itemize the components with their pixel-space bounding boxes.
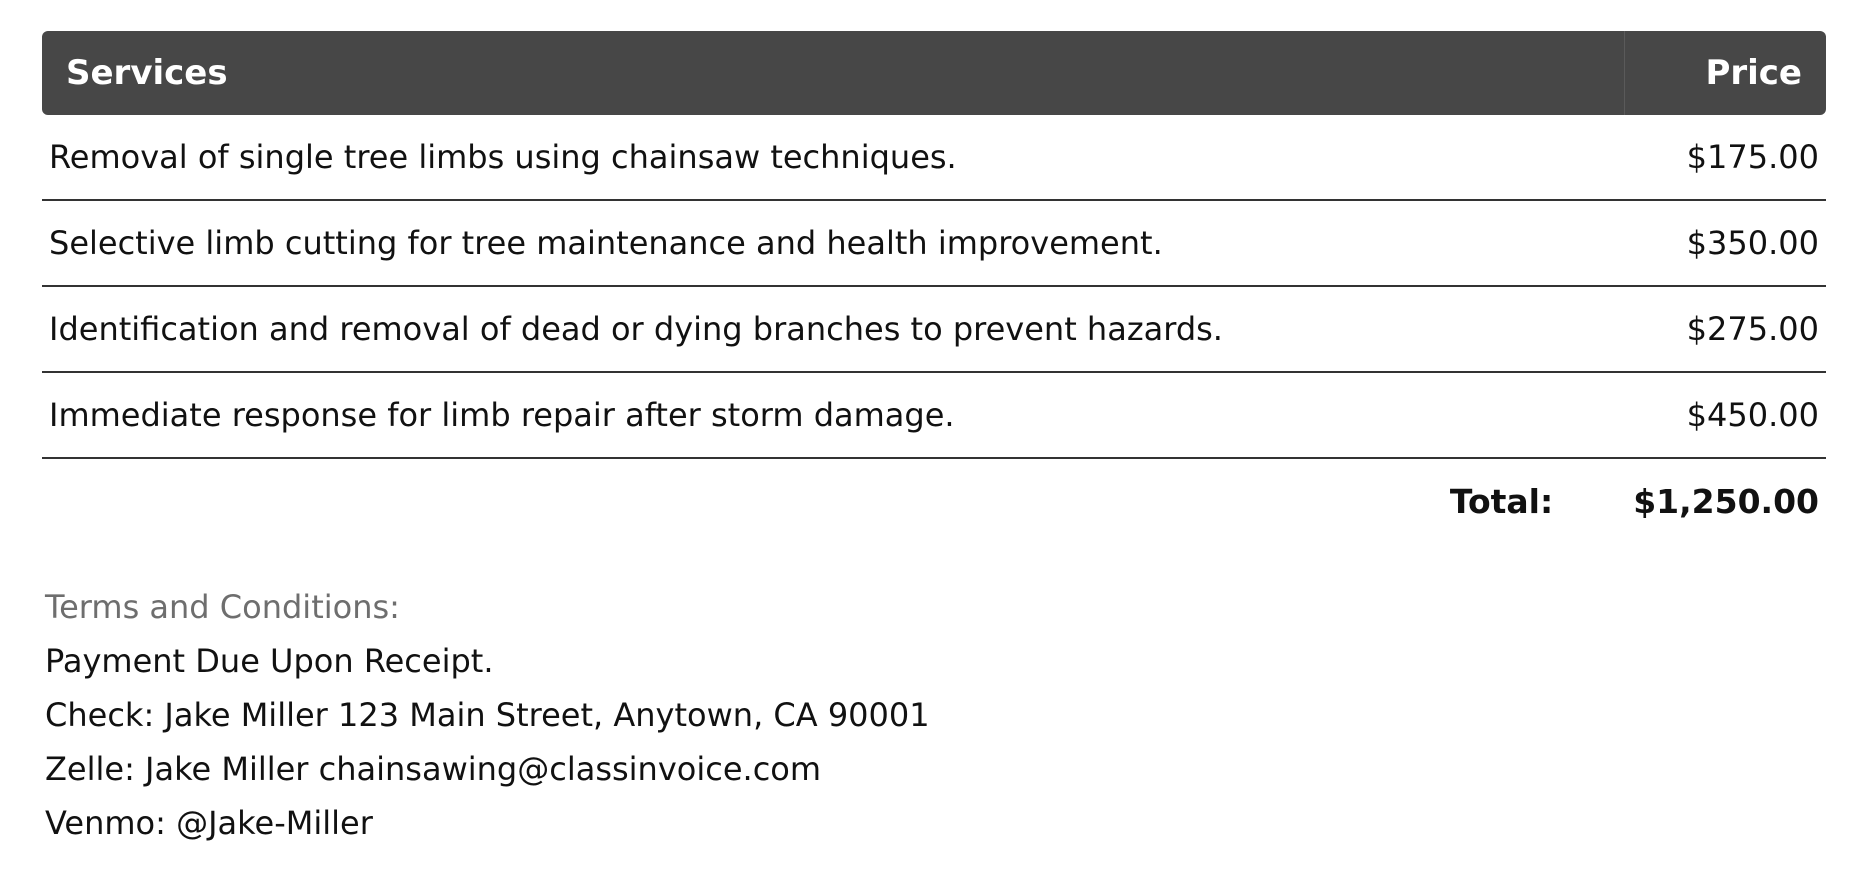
- service-description: Removal of single tree limbs using chainsaw techniques.: [49, 138, 957, 176]
- terms-line-zelle: Zelle: Jake Miller chainsawing@classinvoice.com: [45, 750, 822, 788]
- terms-line-venmo: Venmo: @Jake-Miller: [45, 804, 373, 842]
- terms-line-check: Check: Jake Miller 123 Main Street, Anytown, CA 90001: [45, 696, 930, 734]
- total-row: [42, 459, 1826, 543]
- services-table: [42, 31, 1826, 543]
- terms-line-payment: Payment Due Upon Receipt.: [45, 642, 494, 680]
- service-description: Selective limb cutting for tree maintenance and health improvement.: [49, 224, 1163, 262]
- service-price: $450.00: [1686, 396, 1819, 434]
- header-price: Price: [1624, 31, 1826, 115]
- service-description: Identification and removal of dead or dying branches to prevent hazards.: [49, 310, 1223, 348]
- service-price: $275.00: [1686, 310, 1819, 348]
- table-row: [42, 115, 1826, 201]
- service-price: $175.00: [1686, 138, 1819, 176]
- table-row: [42, 201, 1826, 287]
- header-services: Services: [66, 53, 228, 93]
- table-header: [42, 31, 1826, 115]
- total-label: Total:: [1449, 481, 1554, 521]
- service-description: Immediate response for limb repair after storm damage.: [49, 396, 955, 434]
- total-value: $1,250.00: [1633, 481, 1819, 521]
- service-price: $350.00: [1686, 224, 1819, 262]
- table-row: [42, 373, 1826, 459]
- terms-section: [45, 580, 930, 850]
- table-row: [42, 287, 1826, 373]
- terms-title: Terms and Conditions:: [45, 588, 400, 626]
